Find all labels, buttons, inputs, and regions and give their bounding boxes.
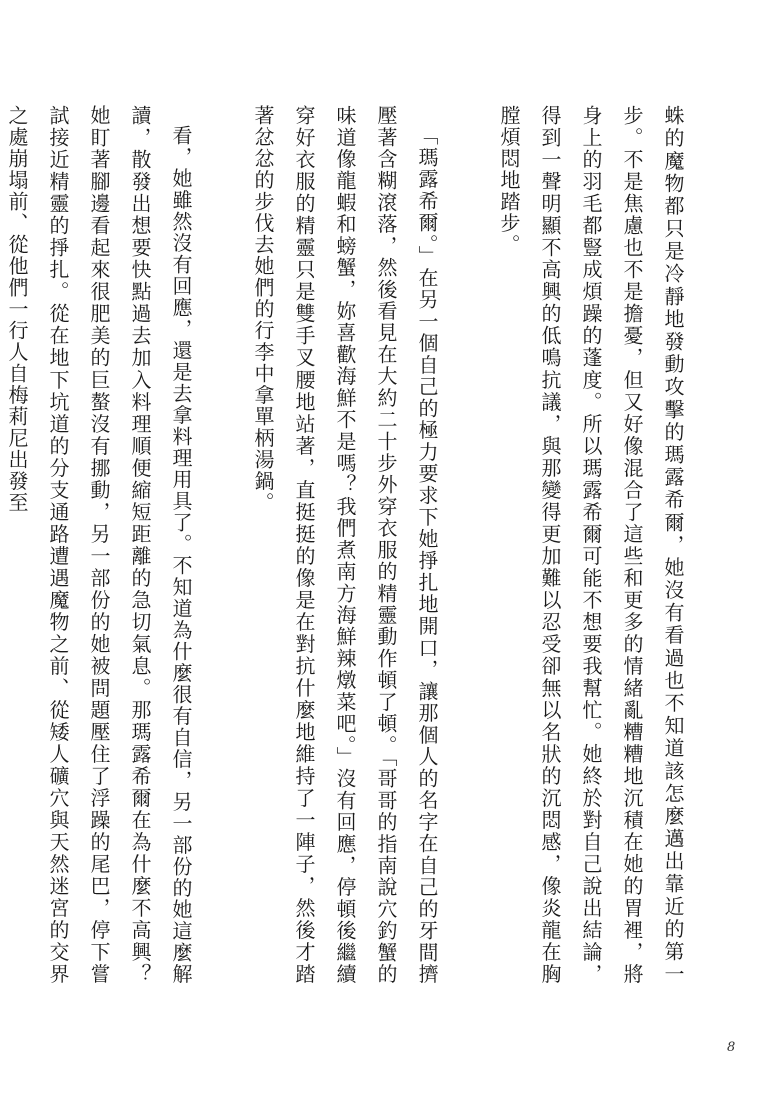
paragraph-3: 看，她雖然沒有回應，還是去拿料理用具了。不知道為什麼很有自信，另一部份的她這麼解讀，散發出想要快點過去加入料理順便縮短距離的急切氣息。那瑪露希爾在為什麼不高興？她盯著腳邊看起來很肥美的巨螯沒有挪動，另一部份的她被問題壓住了浮躁的尾巴，停下嘗試接近精靈的掙扎。從在地下坑道的分支通路遭遇魔物之前、從矮人礦穴與天然迷宮的交界之處崩塌前、從他們一行人自梅莉尼出發至 <box>5 105 193 985</box>
page-number: 8 <box>727 1040 736 1055</box>
paragraph-1: 蛛的魔物都只是冷靜地發動攻擊的瑪露希爾，她沒有看過也不知道該怎麼邁出靠近的第一步。不是焦慮也不是擔憂，但又好像混合了這些和更多的情緒亂糟糟地沉積在她的胃裡，將身上的羽毛都豎成煩躁的蓬度。所以瑪露希爾可能不想要我幫忙。她終於對自己說出結論，得到一聲明顯不高興的低鳴抗議，與那變得更加難以忍受卻無以名狀的沉悶感，像炎龍在胸膛煩悶地踏步。 <box>497 105 685 985</box>
paragraph-2: 「瑪露希爾。」在另一個自己的極力要求下她掙扎地開口，讓那個人的名字在自己的牙間擠壓著含糊滾落，然後看見在大約二十步外穿衣服的精靈動作頓了頓。「哥哥的指南說穴釣蟹的味道像龍蝦和螃蟹，妳喜歡海鮮不是嗎？我們煮南方海鮮辣燉菜吧。」沒有回應，停頓後繼續穿好衣服的精靈只是雙手叉腰地站著，直挺挺的像是在對抗什麼地維持了一陣子，然後才踏著忿忿的步伐去她們的行李中拿單柄湯鍋。 <box>251 105 439 985</box>
body-text <box>5 105 693 985</box>
